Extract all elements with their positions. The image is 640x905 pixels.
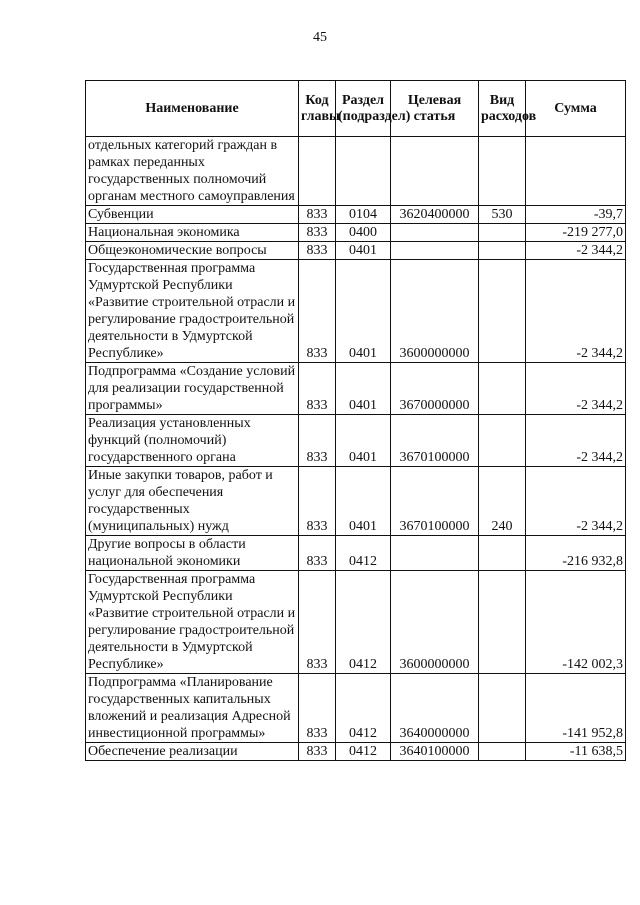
row-type [479,242,526,260]
header-code: Код главы [299,81,336,137]
row-type [479,743,526,761]
row-section: 0401 [336,260,391,363]
row-name: Подпрограмма «Планирование государственных капитальных вложений и реализация Адресной инвестиционной программы» [86,674,299,743]
row-name: Другие вопросы в области национальной экономики [86,536,299,571]
row-type [479,224,526,242]
row-type [479,363,526,415]
row-type [479,415,526,467]
table-header-row [86,81,626,137]
row-name: отдельных категорий граждан в рамках переданных государственных полномочий органам местного самоуправления [86,137,299,206]
table-row [86,260,626,363]
row-section [336,137,391,206]
row-section: 0401 [336,467,391,536]
header-section: Раздел (подраздел) [336,81,391,137]
row-sum [526,137,626,206]
table-row [86,571,626,674]
table-row [86,224,626,242]
table-row [86,536,626,571]
row-section: 0412 [336,571,391,674]
row-sum: -219 277,0 [526,224,626,242]
row-code [299,137,336,206]
row-name: Обеспечение реализации [86,743,299,761]
row-sum: -2 344,2 [526,242,626,260]
row-sum: -142 002,3 [526,571,626,674]
row-sum: -2 344,2 [526,415,626,467]
table-row [86,206,626,224]
row-target [391,242,479,260]
row-code: 833 [299,260,336,363]
page-number: 45 [313,30,327,45]
row-sum: -39,7 [526,206,626,224]
row-section: 0400 [336,224,391,242]
table-row [86,242,626,260]
row-target: 3640000000 [391,674,479,743]
row-sum: -2 344,2 [526,260,626,363]
row-name: Общеэкономические вопросы [86,242,299,260]
row-target [391,536,479,571]
row-section: 0104 [336,206,391,224]
row-section: 0412 [336,743,391,761]
row-sum: -2 344,2 [526,467,626,536]
row-code: 833 [299,743,336,761]
row-target: 3600000000 [391,260,479,363]
row-section: 0401 [336,363,391,415]
row-type [479,536,526,571]
row-section: 0401 [336,415,391,467]
row-target: 3600000000 [391,571,479,674]
header-type: Вид расходов [479,81,526,137]
row-sum: -141 952,8 [526,674,626,743]
row-section: 0401 [336,242,391,260]
row-target: 3620400000 [391,206,479,224]
table-row [86,674,626,743]
row-name: Субвенции [86,206,299,224]
table-row [86,363,626,415]
row-target: 3670000000 [391,363,479,415]
row-type [479,260,526,363]
row-type [479,137,526,206]
row-section: 0412 [336,674,391,743]
row-code: 833 [299,536,336,571]
row-name: Иные закупки товаров, работ и услуг для обеспечения государственных (муниципальных) нужд [86,467,299,536]
table-row [86,137,626,206]
row-name: Национальная экономика [86,224,299,242]
row-type [479,571,526,674]
table-row [86,415,626,467]
header-sum: Сумма [526,81,626,137]
row-target: 3670100000 [391,415,479,467]
table-row [86,467,626,536]
row-target [391,224,479,242]
row-name: Реализация установленных функций (полномочий) государственного органа [86,415,299,467]
header-target: Целевая статья [391,81,479,137]
row-target: 3670100000 [391,467,479,536]
row-type [479,674,526,743]
row-code: 833 [299,674,336,743]
row-code: 833 [299,415,336,467]
budget-table [85,80,626,761]
row-target [391,137,479,206]
row-name: Государственная программа Удмуртской Республики «Развитие строительной отрасли и регулирование градостроительной деятельности в Удмуртской Республике» [86,260,299,363]
row-code: 833 [299,467,336,536]
row-type: 530 [479,206,526,224]
row-code: 833 [299,224,336,242]
row-sum: -11 638,5 [526,743,626,761]
row-code: 833 [299,242,336,260]
row-name: Подпрограмма «Создание условий для реализации государственной программы» [86,363,299,415]
row-target: 3640100000 [391,743,479,761]
row-code: 833 [299,206,336,224]
row-type: 240 [479,467,526,536]
table-row [86,743,626,761]
header-name: Наименование [86,81,299,137]
row-code: 833 [299,363,336,415]
row-sum: -2 344,2 [526,363,626,415]
row-sum: -216 932,8 [526,536,626,571]
row-name: Государственная программа Удмуртской Республики «Развитие строительной отрасли и регулирование градостроительной деятельности в Удмуртской Республике» [86,571,299,674]
row-section: 0412 [336,536,391,571]
row-code: 833 [299,571,336,674]
